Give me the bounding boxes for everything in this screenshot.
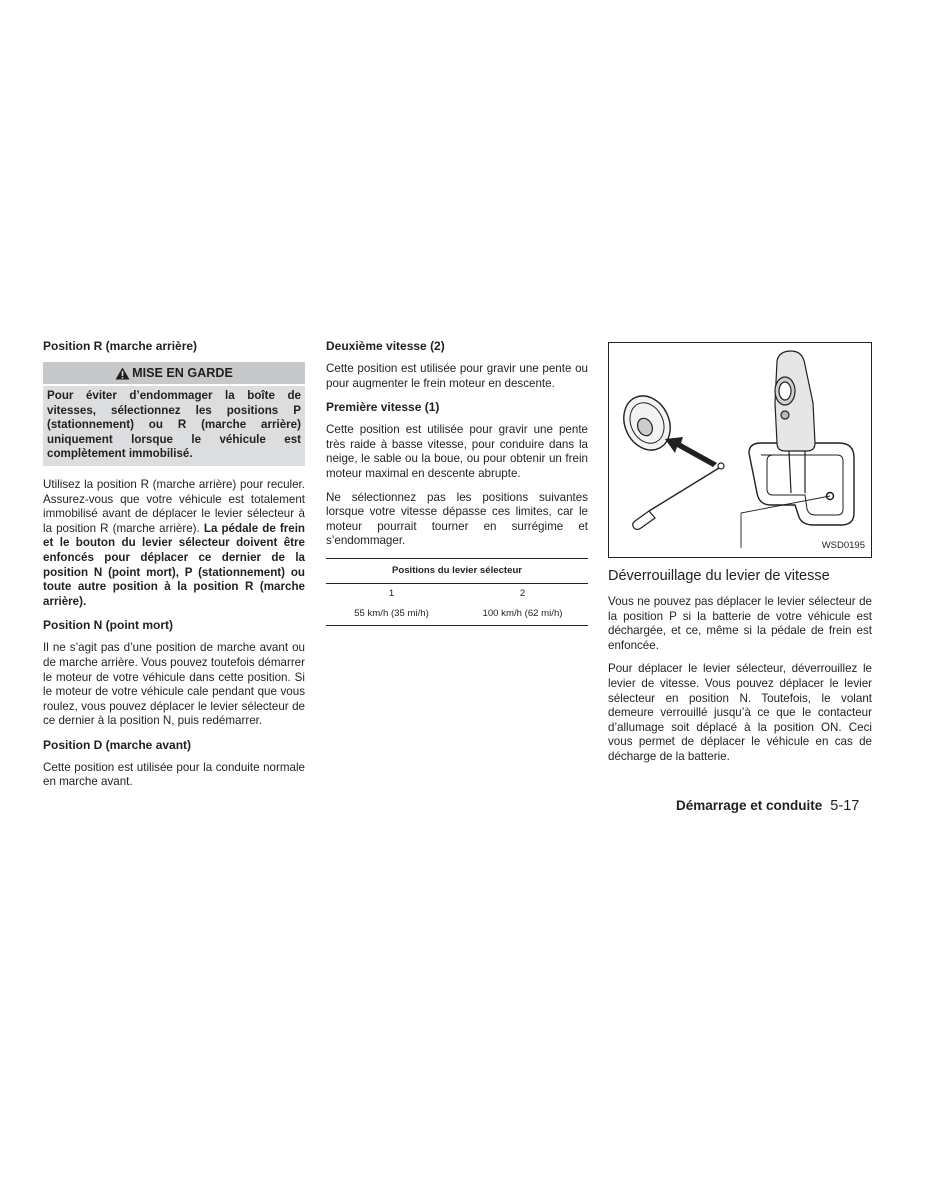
table-cell-speed-2: 100 km/h (62 mi/h) <box>482 608 563 620</box>
paragraph-position-r-normal: Utilisez la position R (marche arrière) pour reculer. Assurez-vous que votre véhicule est totalement immobilisé avant de déplacer le levier sélecteur à la position R (marche arrière). <box>43 477 305 535</box>
shift-lever-illustration <box>609 343 871 557</box>
caution-header <box>43 362 305 384</box>
section-title: Déverrouillage du levier de vitesse <box>608 568 830 584</box>
column-middle <box>326 339 588 626</box>
caution-title: MISE EN GARDE <box>132 365 233 380</box>
page-number: 5-17 <box>830 798 860 814</box>
figure-code: WSD0195 <box>821 540 865 552</box>
paragraph-second-gear: Cette position est utilisée pour gravir une pente ou pour augmenter le frein moteur en descente. <box>326 362 588 390</box>
table-cell-position-2: 2 <box>519 587 526 599</box>
table-row-speeds <box>326 604 588 625</box>
table-cell-position-1: 1 <box>388 587 395 599</box>
warning-triangle-icon <box>115 367 130 380</box>
paragraph-position-r-bold: La pédale de frein et le bouton du levier sélecteur doivent être enfoncés pour déplacer ce dernier de la position N (point mort), P (stationnement) ou toute autre position à la position R (marche arrière). <box>43 521 306 608</box>
heading-second-gear: Deuxième vitesse (2) <box>326 339 445 353</box>
table-header: Positions du levier sélecteur <box>326 558 588 583</box>
paragraph-release-2: Pour déplacer le levier sélecteur, déverrouillez le levier de vitesse. Vous pouvez déplacer le levier sélecteur en position N. Toutefois, le volant demeure verrouillé jusqu’à ce que le contacteur d’allumage soit déplacé à la position ON. Ceci vous permet de déplacer le véhicule en cas de décharge de la batterie. <box>608 662 872 763</box>
paragraph-first-gear: Cette position est utilisée pour gravir une pente très raide à basse vitesse, pour conduire dans la neige, le sable ou la boue, ou pour obtenir un frein moteur maximal en descente abrupte. <box>326 423 588 480</box>
paragraph-speed-warning: Ne sélectionnez pas les positions suivantes lorsque votre vitesse dépasse ces limites, car le moteur pourrait tourner en surrégime et s’endommager. <box>326 490 588 548</box>
paragraph-position-n: Il ne s’agit pas d’une position de marche avant ou de marche arrière. Vous pouvez toutefois démarrer le moteur de votre véhicule dans cette position. Si le moteur de votre véhicule cale pendant que vous roulez, vous pouvez déplacer le levier sélecteur de ce dernier à la position N, puis redémarrer. <box>43 641 305 728</box>
speed-limit-table <box>326 558 588 626</box>
paragraph-release-1: Vous ne pouvez pas déplacer le levier sélecteur de la position P si la batterie de votre véhicule est déchargée, et ce, même si la pédale de frein est enfoncée. <box>608 595 872 652</box>
heading-position-n: Position N (point mort) <box>43 618 173 633</box>
heading-position-r: Position R (marche arrière) <box>43 339 198 353</box>
footer-section-title: Démarrage et conduite <box>676 798 823 813</box>
caution-box <box>43 362 305 466</box>
heading-first-gear: Première vitesse (1) <box>326 400 440 415</box>
table-cell-speed-1: 55 km/h (35 mi/h) <box>354 608 429 620</box>
heading-position-d: Position D (marche avant) <box>43 737 192 752</box>
caution-text: Pour éviter d’endommager la boîte de vitesses, sélectionnez les positions P (stationnement) ou R (marche arrière) uniquement lorsque le véhicule est complètement immobilisé. <box>43 386 305 466</box>
page-footer <box>676 798 859 814</box>
column-right <box>608 339 872 774</box>
table-row-positions <box>326 583 588 604</box>
paragraph-position-d: Cette position est utilisée pour la conduite normale en marche avant. <box>43 760 305 789</box>
shift-lock-release-figure <box>608 342 872 558</box>
column-left <box>43 339 305 799</box>
paragraph-position-r <box>43 478 305 609</box>
